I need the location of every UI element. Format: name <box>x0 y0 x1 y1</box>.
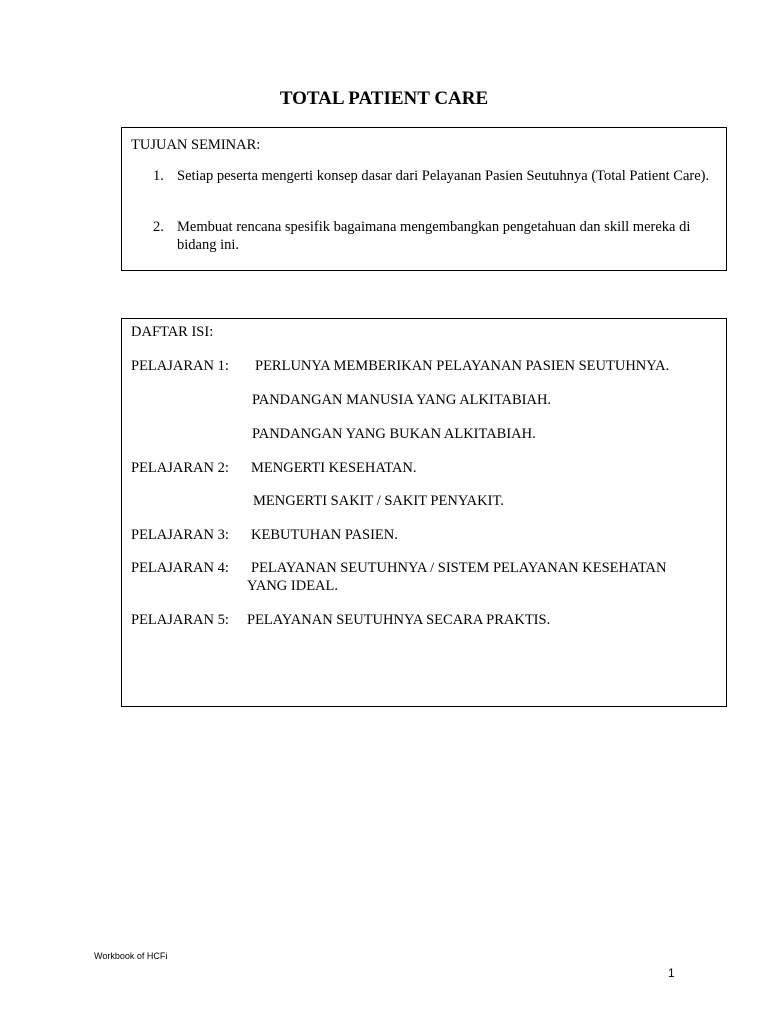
page-number: 1 <box>668 966 675 980</box>
lesson-label: PELAJARAN 1: <box>131 358 229 374</box>
lesson-line: MENGERTI SAKIT / SAKIT PENYAKIT. <box>253 493 504 509</box>
lesson-label: PELAJARAN 3: <box>131 527 229 543</box>
lesson-label: PELAJARAN 4: <box>131 560 229 576</box>
lesson-line: PERLUNYA MEMBERIKAN PELAYANAN PASIEN SEUTUHNYA. <box>255 358 670 374</box>
lesson-line: PELAYANAN SEUTUHNYA SECARA PRAKTIS. <box>247 612 551 628</box>
tujuan-heading: TUJUAN SEMINAR: <box>131 137 261 153</box>
lesson-line: PANDANGAN MANUSIA YANG ALKITABIAH. <box>252 392 552 408</box>
lesson-label: PELAJARAN 5: <box>131 612 229 628</box>
lesson-line: KEBUTUHAN PASIEN. <box>251 527 398 543</box>
lesson-label: PELAJARAN 2: <box>131 460 229 476</box>
lesson-line: PELAYANAN SEUTUHNYA / SISTEM PELAYANAN KESEHATAN <box>251 560 667 576</box>
tujuan-seminar-box <box>121 127 727 271</box>
lesson-line: YANG IDEAL. <box>247 578 339 594</box>
tujuan-item-text: Setiap peserta mengerti konsep dasar dari Pelayanan Pasien Seutuhnya (Total Patient Care). <box>177 168 710 184</box>
tujuan-item-text: Membuat rencana spesifik bagaimana mengembangkan pengetahuan dan skill mereka di bidang ini. <box>177 219 691 253</box>
tujuan-item-number: 1. <box>153 168 164 184</box>
lesson-line: PANDANGAN YANG BUKAN ALKITABIAH. <box>252 426 536 442</box>
footer-text: Workbook of HCFi <box>94 951 168 961</box>
lesson-line: MENGERTI KESEHATAN. <box>251 460 417 476</box>
page-title: TOTAL PATIENT CARE <box>279 88 489 109</box>
tujuan-item-number: 2. <box>153 219 164 235</box>
daftar-isi-box <box>121 318 727 707</box>
daftar-heading: DAFTAR ISI: <box>131 324 214 340</box>
